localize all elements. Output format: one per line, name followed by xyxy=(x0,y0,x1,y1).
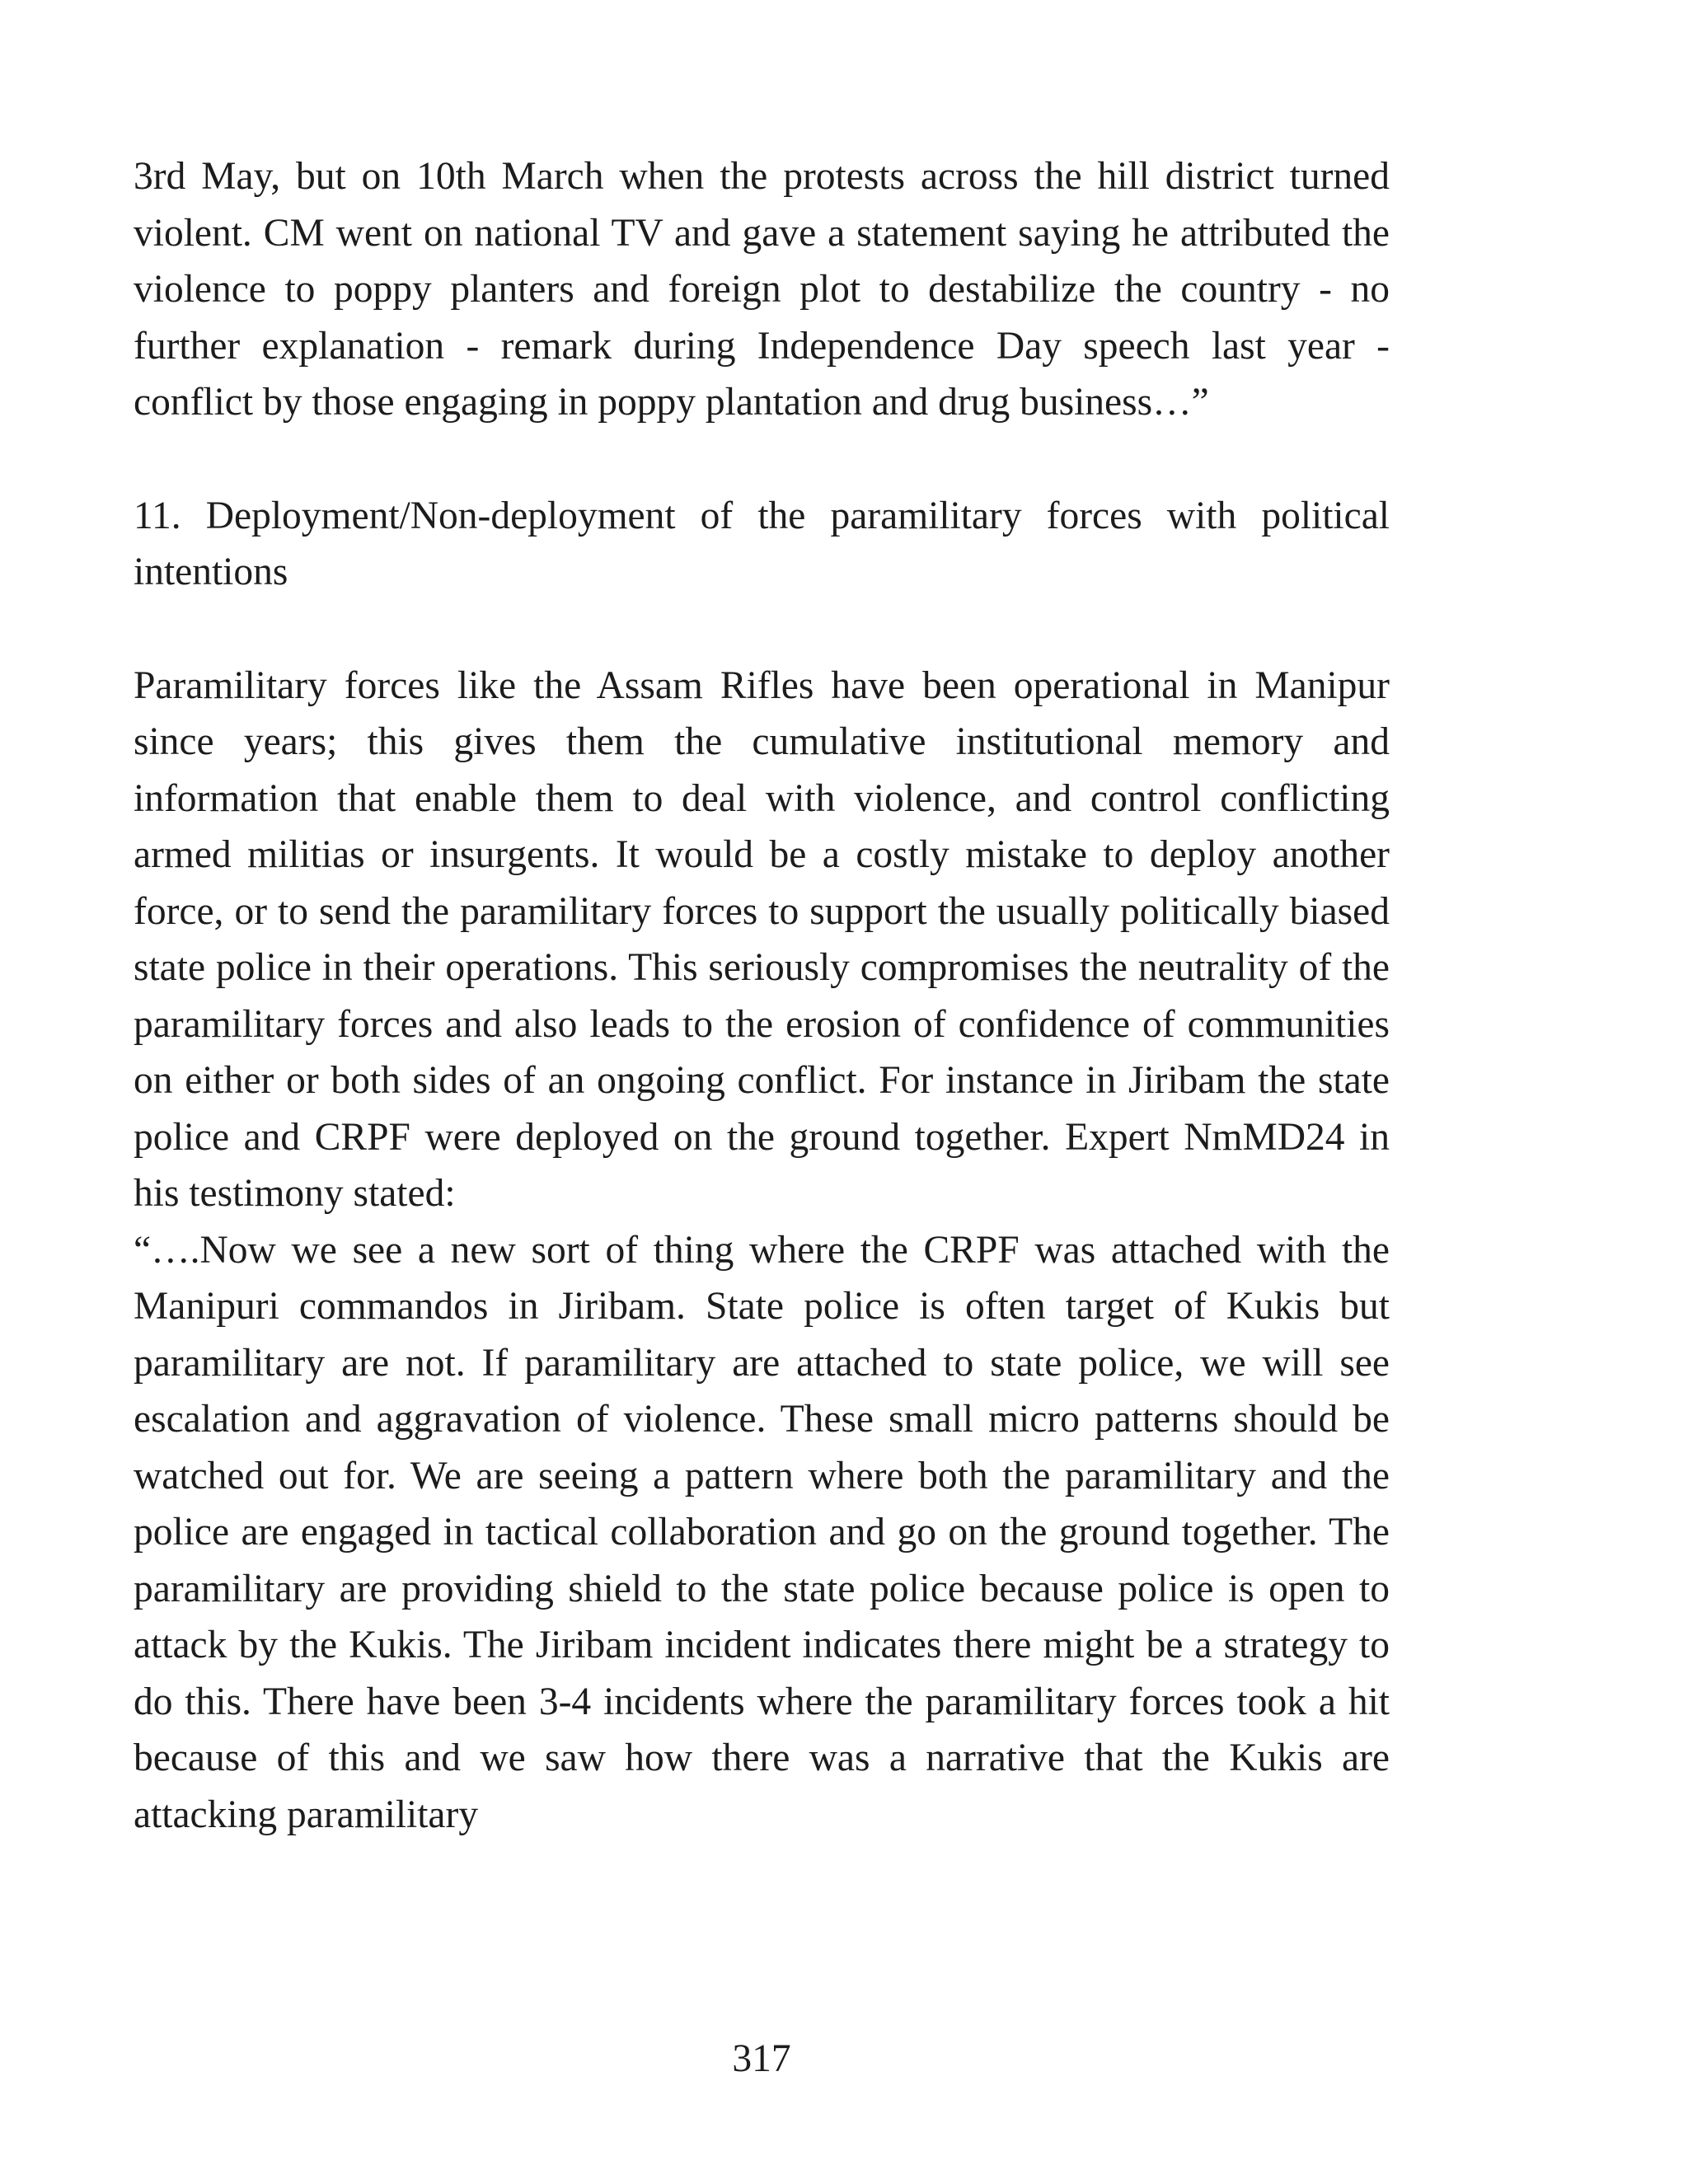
paragraph-expert-quote: “….Now we see a new sort of thing where the CRPF was attached with the Manipuri commandos in Jiribam. State police is often target of Kukis but paramilitary are not. If paramilitary are attached to state police, we will see escalation and aggravation of violence. These small micro patterns should be watched out for. We are seeing a pattern where both the paramilitary and the police are engaged in tactical collaboration and go on the ground together. The paramilitary are providing shield to the state police because police is open to attack by the Kukis. The Jiribam incident indicates there might be a strategy to do this. There have been 3-4 incidents where the paramilitary forces took a hit because of this and we saw how there was a narrative that the Kukis are attacking paramilitary xyxy=(134,1228,1390,1836)
paragraph-continuation: 3rd May, but on 10th March when the protests across the hill district turned violent. CM went on national TV and gave a statement saying he attributed the violence to poppy planters and foreign plot to destabilize the country - no further explanation - remark during Independence Day speech last year - conflict by those engaging in poppy plantation and drug business…” xyxy=(134,155,1390,424)
page-number: 317 xyxy=(732,2037,791,2080)
page-body xyxy=(134,148,1390,1843)
section-heading: 11. Deployment/Non-deployment of the paramilitary forces with political intentions xyxy=(134,494,1390,593)
paragraph-paramilitary-forces: Paramilitary forces like the Assam Rifles have been operational in Manipur since years; this gives them the cumulative institutional memory and information that enable them to deal with violence, and control conflicting armed militias or insurgents. It would be a costly mistake to deploy another force, or to send the paramilitary forces to support the usually politically biased state police in their operations. This seriously compromises the neutrality of the paramilitary forces and also leads to the erosion of confidence of communities on either or both sides of an ongoing conflict. For instance in Jiribam the state police and CRPF were deployed on the ground together. Expert NmMD24 in his testimony stated: xyxy=(134,663,1390,1215)
